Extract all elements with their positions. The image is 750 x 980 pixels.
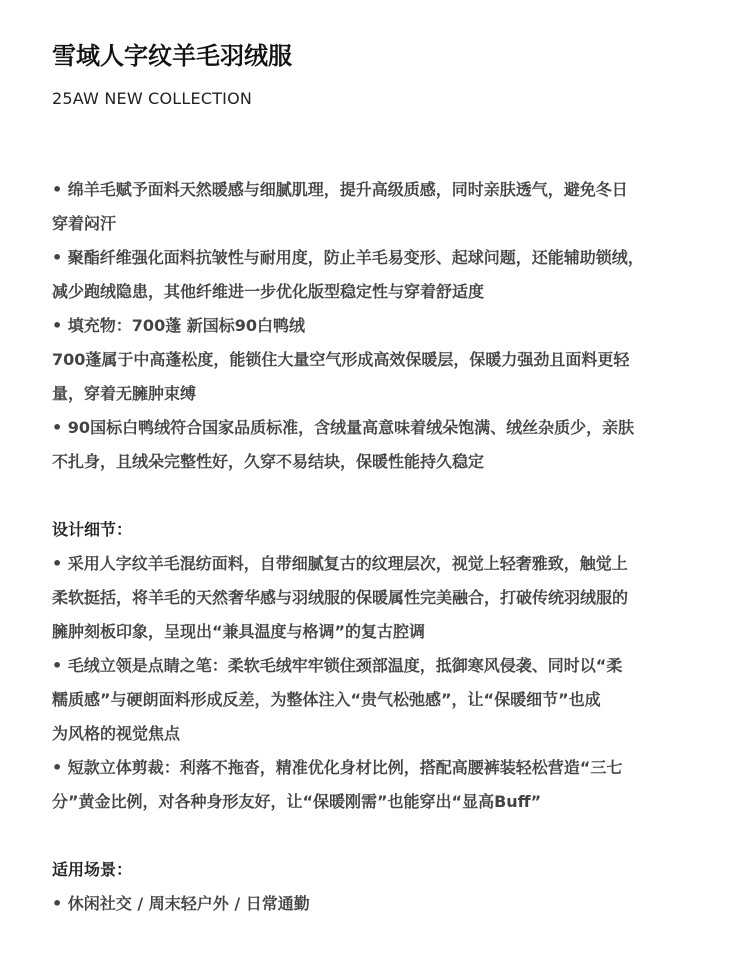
materials-line: 量，穿着无臃肿束缚 — [52, 384, 197, 403]
materials-line: • 聚酯纤维强化面料抗皱性与耐用度，防止羊毛易变形、起球问题，还能辅助锁绒， — [52, 248, 644, 267]
materials-line: 700蓬属于中高蓬松度，能锁住大量空气形成高效保暖层，保暖力强劲且面料更轻 — [52, 350, 630, 369]
design-line: • 采用人字纹羊毛混纺面料，自带细腻复古的纹理层次，视觉上轻奢雅致，触觉上 — [52, 554, 628, 573]
page-title: 雪域人字纹羊毛羽绒服 — [52, 42, 292, 70]
materials-line: • 绵羊毛赋予面料天然暖感与细腻肌理，提升高级质感，同时亲肤透气，避免冬日 — [52, 180, 628, 199]
materials-line: • 90国标白鸭绒符合国家品质标准，含绒量高意味着绒朵饱满、绒丝杂质少，亲肤 — [52, 418, 635, 437]
materials-line: • 填充物：700蓬 新国标90白鸭绒 — [52, 316, 306, 335]
materials-line: 穿着闷汗 — [52, 214, 117, 233]
design-line: • 短款立体剪裁：利落不拖沓，精准优化身材比例，搭配高腰裤装轻松营造“三七 — [52, 758, 623, 777]
section-gap — [52, 819, 732, 853]
design-line: 糯质感”与硬朗面料形成反差，为整体注入“贵气松弛感”，让“保暖细节”也成 — [52, 690, 601, 709]
description-body — [52, 173, 732, 921]
design-line: 分”黄金比例，对各种身形友好，让“保暖刚需”也能穿出“显高Buff” — [52, 792, 542, 811]
section-gap — [52, 479, 732, 513]
scenes-section — [52, 853, 732, 921]
materials-line: 不扎身，且绒朵完整性好，久穿不易结块，保暖性能持久稳定 — [52, 452, 485, 471]
design-line: 臃肿刻板印象，呈现出“兼具温度与格调”的复古腔调 — [52, 622, 426, 641]
design-heading: 设计细节： — [52, 520, 133, 539]
scenes-heading: 适用场景： — [52, 860, 133, 879]
materials-line: 减少跑绒隐患，其他纤维进一步优化版型稳定性与穿着舒适度 — [52, 282, 485, 301]
design-line: 为风格的视觉焦点 — [52, 724, 181, 743]
scenes-line: • 休闲社交 / 周末轻户外 / 日常通勤 — [52, 894, 310, 913]
design-line: 柔软挺括，将羊毛的天然奢华感与羽绒服的保暖属性完美融合，打破传统羽绒服的 — [52, 588, 629, 607]
materials-section — [52, 173, 732, 479]
design-line: • 毛绒立领是点睛之笔：柔软毛绒牢牢锁住颈部温度，抵御寒风侵袭、同时以“柔 — [52, 656, 623, 675]
collection-subtitle: 25AW NEW COLLECTION — [52, 89, 253, 108]
design-section — [52, 513, 732, 819]
